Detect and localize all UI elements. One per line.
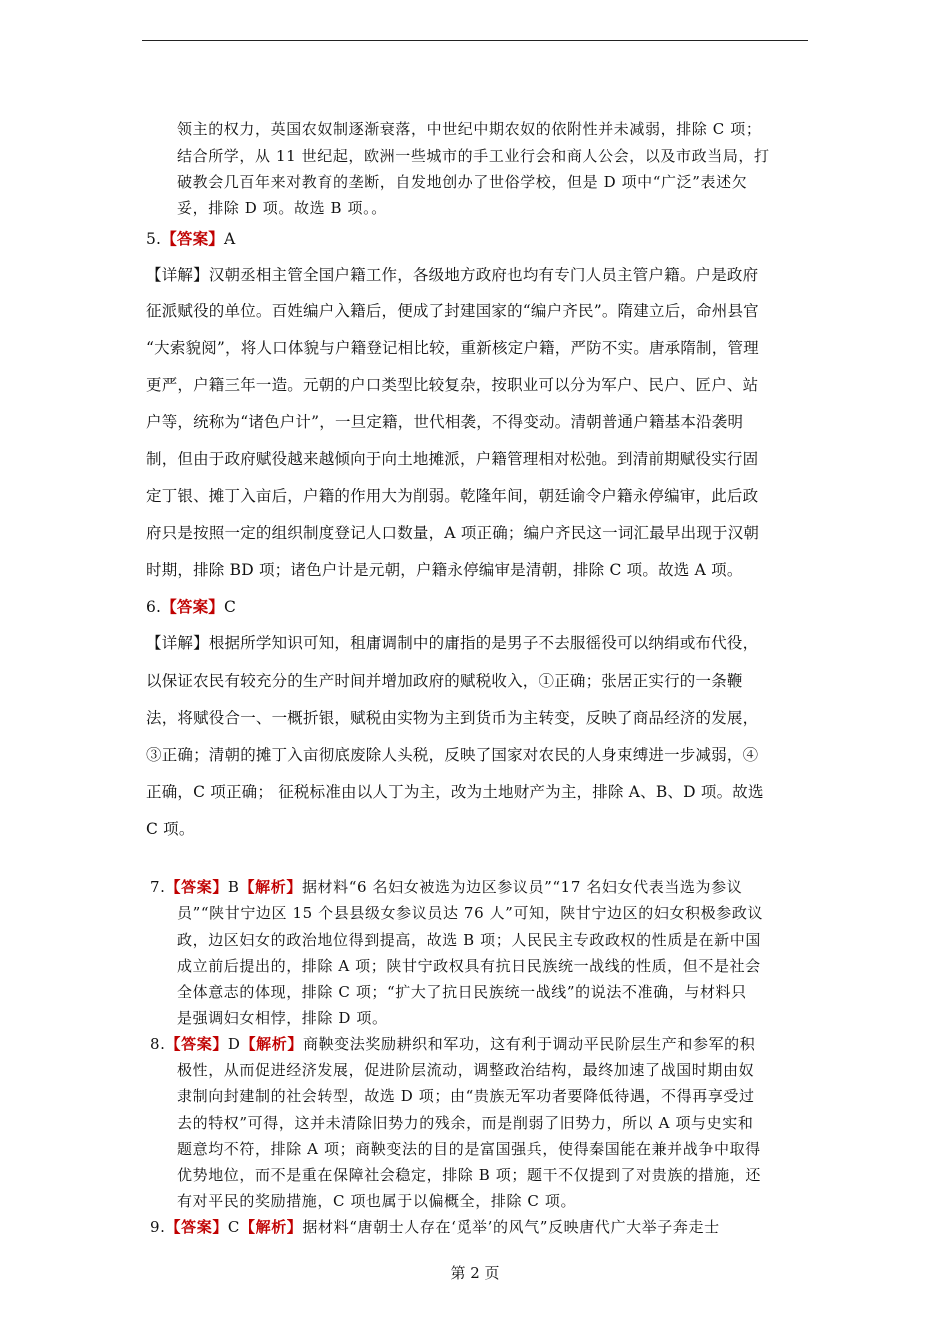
q5-number: 5. (146, 230, 162, 248)
q8-line: 隶制向封建制的社会转型，故选 D 项；由“贵族无军功者要降低待遇，不得再享受过 (177, 1087, 755, 1105)
q8-line: 有对平民的奖励措施，C 项也属于以偏概全，排除 C 项。 (177, 1192, 577, 1210)
q7-line: 据材料“6 名妇女被选为边区参议员”“17 名妇女代表当选为参议 (301, 878, 743, 896)
q5-answer: A (224, 230, 236, 248)
top-line-3: 破教会几百年来对教育的垄断，自发地创办了世俗学校，但是 D 项中“广泛”表述欠 (177, 173, 748, 191)
top-line-1: 领主的权力，英国农奴制逐渐衰落，中世纪中期农奴的依附性并未减弱，排除 C 项； (177, 120, 762, 138)
q7-analysis-tag: 【解析】 (239, 878, 302, 896)
page-number: 第 2 页 (450, 1264, 500, 1282)
q6-detail-line-1 (146, 631, 758, 653)
q9-line: 据材料“唐朝士人存在‘觅举’的风气”反映唐代广大举子奔走士 (302, 1218, 720, 1236)
q9-answer: C (227, 1218, 240, 1236)
q7-line: 员”“陕甘宁边区 15 个县县级女参议员达 76 人”可知，陕甘宁边区的妇女积极参政议 (177, 904, 764, 922)
q7-line: 成立前后提出的，排除 A 项；陕甘宁政权具有抗日民族统一战线的性质，但不是社会 (177, 957, 761, 975)
q5-line: 制，但由于政府赋役越来越倾向于向土地摊派，户籍管理相对松弛。到清前期赋役实行固 (146, 450, 759, 468)
q6-line: 根据所学知识可知，租庸调制中的庸指的是男子不去服徭役可以纳绢或布代役， (208, 634, 759, 652)
q5-line: 征派赋役的单位。百姓编户入籍后，便成了封建国家的“编户齐民”。隋建立后，命州县官 (146, 302, 759, 320)
q8-answer: D (227, 1035, 241, 1053)
q5-line: “大索貌阅”，将人口体貌与户籍登记相比较，重新核定户籍，严防不实。唐承隋制，管理 (146, 339, 759, 357)
q7-line-1 (150, 876, 742, 897)
q8-analysis-tag: 【解析】 (240, 1035, 303, 1053)
q6-line: 正确，C 项正确； 征税标准由以人丁为主，改为土地财产为主，排除 A、B、D 项。故选 (146, 783, 764, 801)
q5-line: 汉朝丞相主管全国户籍工作，各级地方政府也均有专门人员主管户籍。户是政府 (208, 266, 759, 284)
q9-analysis-tag: 【解析】 (240, 1218, 303, 1236)
q6-line: 以保证农民有较充分的生产时间并增加政府的赋税收入，①正确；张居正实行的一条鞭 (146, 672, 743, 690)
q6-line: C 项。 (146, 820, 195, 838)
top-line-2: 结合所学，从 11 世纪起，欧洲一些城市的手工业行会和商人公会，以及市政当局，打 (177, 147, 770, 165)
q9-number: 9. (150, 1218, 166, 1236)
q8-line: 去的特权”可得，这并未清除旧势力的残余，而是削弱了旧势力，所以 A 项与史实和 (177, 1114, 754, 1132)
q6-number: 6. (146, 598, 162, 616)
q8-number: 8. (150, 1035, 166, 1053)
header-rule (142, 40, 808, 41)
q7-line: 政，边区妇女的政治地位得到提高，故选 B 项；人民民主专政政权的性质是在新中国 (177, 931, 761, 949)
q7-answer-tag: 【答案】 (165, 878, 228, 896)
q7-number: 7. (150, 878, 166, 896)
q6-answer: C (224, 598, 237, 616)
q6-answer-tag: 【答案】 (161, 597, 225, 616)
q8-line: 商鞅变法奖励耕织和军功，这有利于调动平民阶层生产和参军的积 (302, 1035, 756, 1053)
q5-line: 户等，统称为“诸色户计”，一旦定籍，世代相袭，不得变动。清朝普通户籍基本沿袭明 (146, 413, 744, 431)
top-line-4: 妥，排除 D 项。故选 B 项。。 (177, 199, 387, 217)
q7-line: 全体意志的体现，排除 C 项；“扩大了抗日民族统一战线”的说法不准确，与材料只 (177, 983, 747, 1001)
q8-line: 极性，从而促进经济发展，促进阶层流动，调整政治结构，最终加速了战国时期由奴 (177, 1061, 755, 1079)
q5-line: 府只是按照一定的组织制度登记人口数量，A 项正确；编户齐民这一词汇最早出现于汉朝 (146, 524, 760, 542)
q8-answer-tag: 【答案】 (165, 1035, 228, 1053)
q5-detail-line-1 (146, 263, 758, 285)
q6-detail-tag: 【详解】 (146, 634, 209, 652)
q5-line: 时期，排除 BD 项；诸色户计是元朝，户籍永停编审是清朝，排除 C 项。故选 A 项。 (146, 561, 743, 579)
q6-line: ③正确；清朝的摊丁入亩彻底废除人头税，反映了国家对农民的人身束缚进一步减弱，④ (146, 746, 759, 764)
q5-answer-line (146, 227, 235, 249)
q5-detail-tag: 【详解】 (146, 266, 209, 284)
q9-answer-tag: 【答案】 (165, 1218, 228, 1236)
q5-line: 定丁银、摊丁入亩后，户籍的作用大为削弱。乾隆年间，朝廷谕令户籍永停编审，此后政 (146, 487, 759, 505)
q7-line: 是强调妇女相悖，排除 D 项。 (177, 1009, 388, 1027)
q6-line: 法，将赋役合一、一概折银，赋税由实物为主到货币为主转变，反映了商品经济的发展， (146, 709, 759, 727)
q8-line: 优势地位，而不是重在保障社会稳定，排除 B 项；题干不仅提到了对贵族的措施，还 (177, 1166, 761, 1184)
q7-answer: B (227, 878, 240, 896)
q8-line: 题意均不符，排除 A 项；商鞅变法的目的是富国强兵，使得秦国能在兼并战争中取得 (177, 1140, 761, 1158)
q8-line-1 (150, 1033, 755, 1054)
q5-answer-tag: 【答案】 (161, 229, 225, 248)
q6-answer-line (146, 595, 236, 617)
q5-line: 更严，户籍三年一造。元朝的户口类型比较复杂，按职业可以分为军户、民户、匠户、站 (146, 376, 759, 394)
q9-line-1 (150, 1216, 720, 1237)
